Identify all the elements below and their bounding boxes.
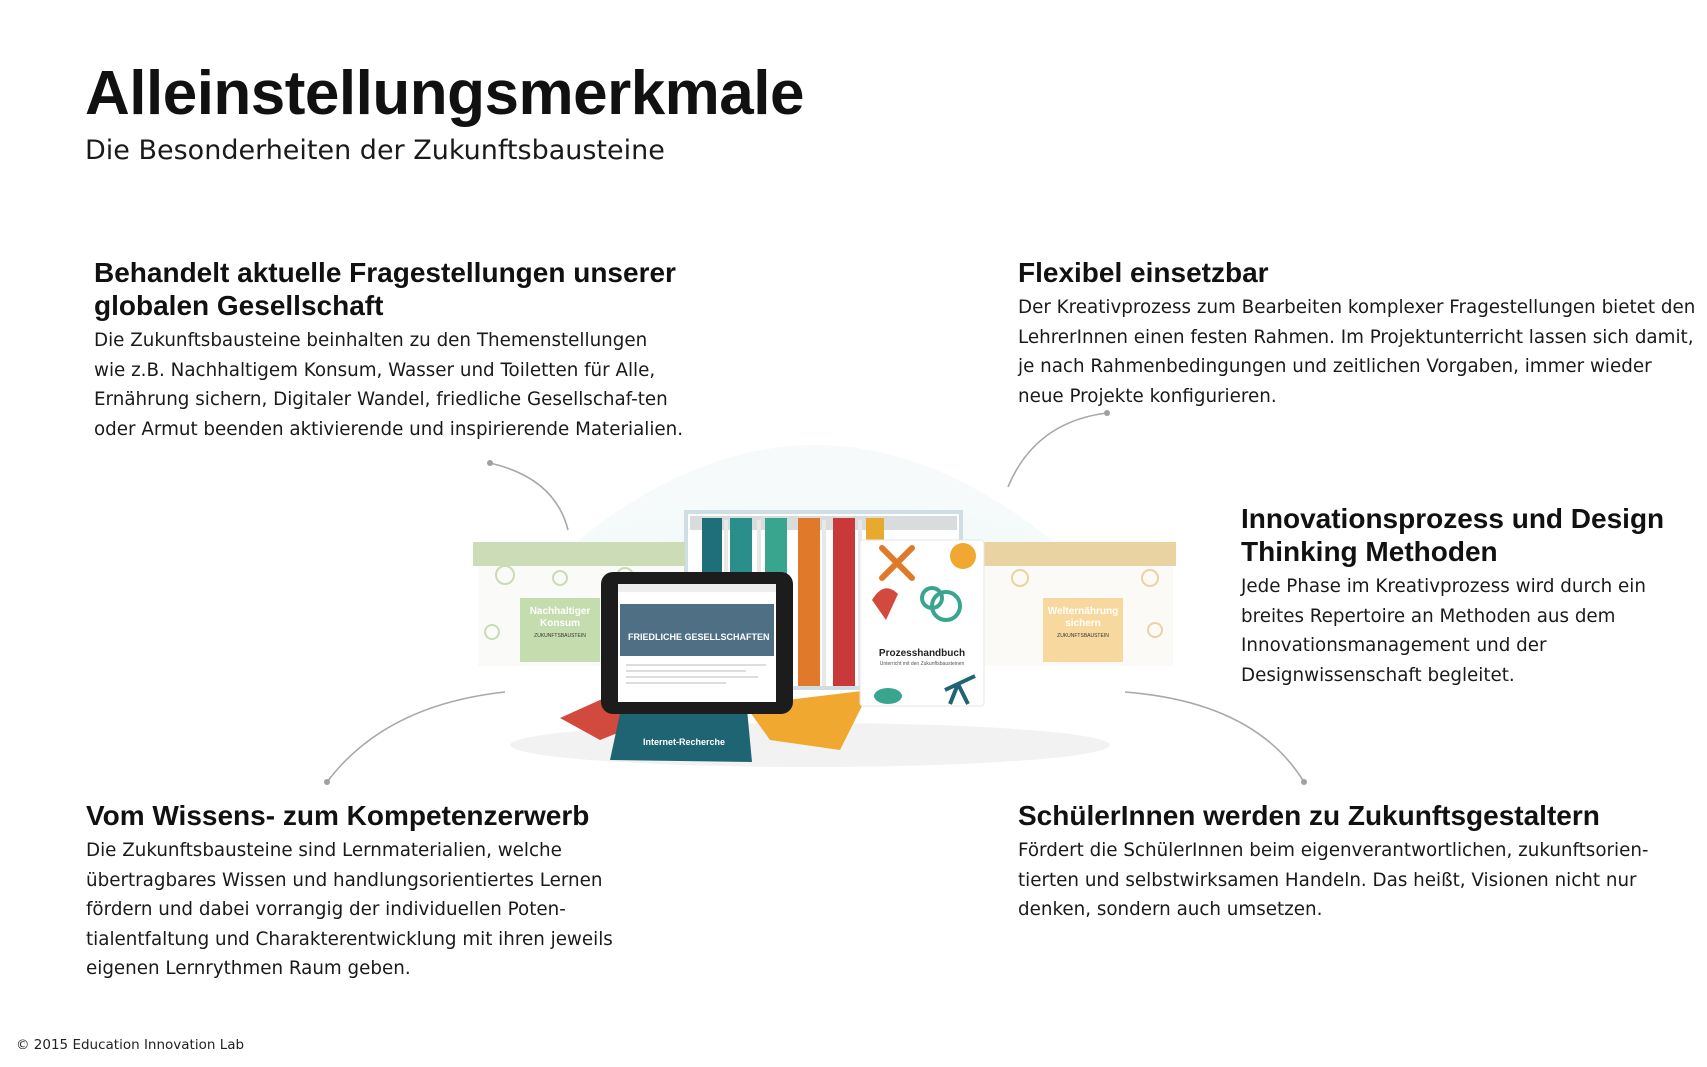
connector-line	[1008, 413, 1107, 487]
feature-global-questions	[94, 256, 684, 444]
feature-flexible	[1018, 256, 1698, 411]
feature-future-shapers	[1018, 799, 1698, 925]
feature-heading: SchülerInnen werden zu Zukunftsgestaltern	[1018, 800, 1600, 831]
connector-dot	[487, 460, 493, 466]
connector-dot	[1301, 779, 1307, 785]
connector-line	[1125, 692, 1304, 782]
tablet-screen-title: FRIEDLICHE GESELLSCHAFTEN	[628, 632, 770, 642]
feature-design-thinking	[1241, 502, 1681, 690]
feature-body: Die Zukunftsbausteine beinhalten zu den Themenstellungen wie z.B. Nachhaltigem Konsum, Wasser und Toiletten für Alle, Ernährung sichern, Digitaler Wandel, friedliche Gesellschaf-ten oder Armut beenden aktivierende und inspirierende Materialien.	[94, 330, 684, 440]
feature-heading: Behandelt aktuelle Fragestellungen unserer globalen Gesellschaft	[94, 257, 676, 321]
box-right-brand: ZUKUNFTSBAUSTEIN	[1057, 633, 1109, 639]
box-left-brand: ZUKUNFTSBAUSTEIN	[534, 633, 586, 639]
feature-heading: Flexibel einsetzbar	[1018, 257, 1269, 288]
feature-body: Der Kreativprozess zum Bearbeiten komplexer Fragestellungen bietet den LehrerInnen einen festen Rahmen. Im Projektunterricht lassen sich damit, je nach Rahmenbedingungen und zeitlichen Vorgaben, immer wieder neue Projekte konfigurieren.	[1018, 297, 1696, 407]
prozesshandbuch	[860, 540, 984, 706]
connector-line	[490, 463, 568, 530]
svg-text:Internet-Recherche: Internet-Recherche	[642, 737, 726, 747]
box-right-line2: sichern	[1065, 618, 1101, 629]
tablet	[601, 572, 793, 714]
feature-competence	[86, 799, 646, 984]
box-left-line1: Nachhaltiger	[529, 606, 591, 617]
box-welternaehrung-sichern	[980, 542, 1176, 666]
feature-heading: Vom Wissens- zum Kompetenzerwerb	[86, 800, 590, 831]
handbook-title: Prozesshandbuch	[878, 648, 966, 659]
connector-dot	[324, 779, 330, 785]
feature-heading: Innovationsprozess und Design Thinking Methoden	[1241, 503, 1665, 567]
page-title: Alleinstellungsmerkmale	[85, 59, 804, 128]
connector-line	[327, 692, 505, 782]
copyright: © 2015 Education Innovation Lab	[16, 1037, 245, 1053]
handbook-subtitle: Unterricht mit den Zukunftsbausteinen	[879, 661, 965, 667]
feature-body: Jede Phase im Kreativprozess wird durch ein breites Repertoire an Methoden aus dem Innovationsmanagement und der Designwissenschaft begleitet.	[1241, 576, 1646, 686]
box-right-line1: Welternährung	[1047, 606, 1119, 617]
feature-body: Die Zukunftsbausteine sind Lernmaterialien, welche übertragbares Wissen und handlungsorientiertes Lernen fördern und dabei vorrangig der individuellen Poten-tialentfaltung und Charakterentwicklung mit ihren jeweils eigenen Lernrythmen Raum geben.	[86, 840, 613, 979]
page-subtitle: Die Besonderheiten der Zukunftsbausteine	[85, 135, 665, 166]
feature-body: Fördert die SchülerInnen beim eigenverantwortlichen, zukunftsorien-tierten und selbstwirksamen Handeln. Das heißt, Visionen nicht nur denken, sondern auch umsetzen.	[1018, 840, 1649, 920]
box-left-line2: Konsum	[540, 618, 580, 629]
